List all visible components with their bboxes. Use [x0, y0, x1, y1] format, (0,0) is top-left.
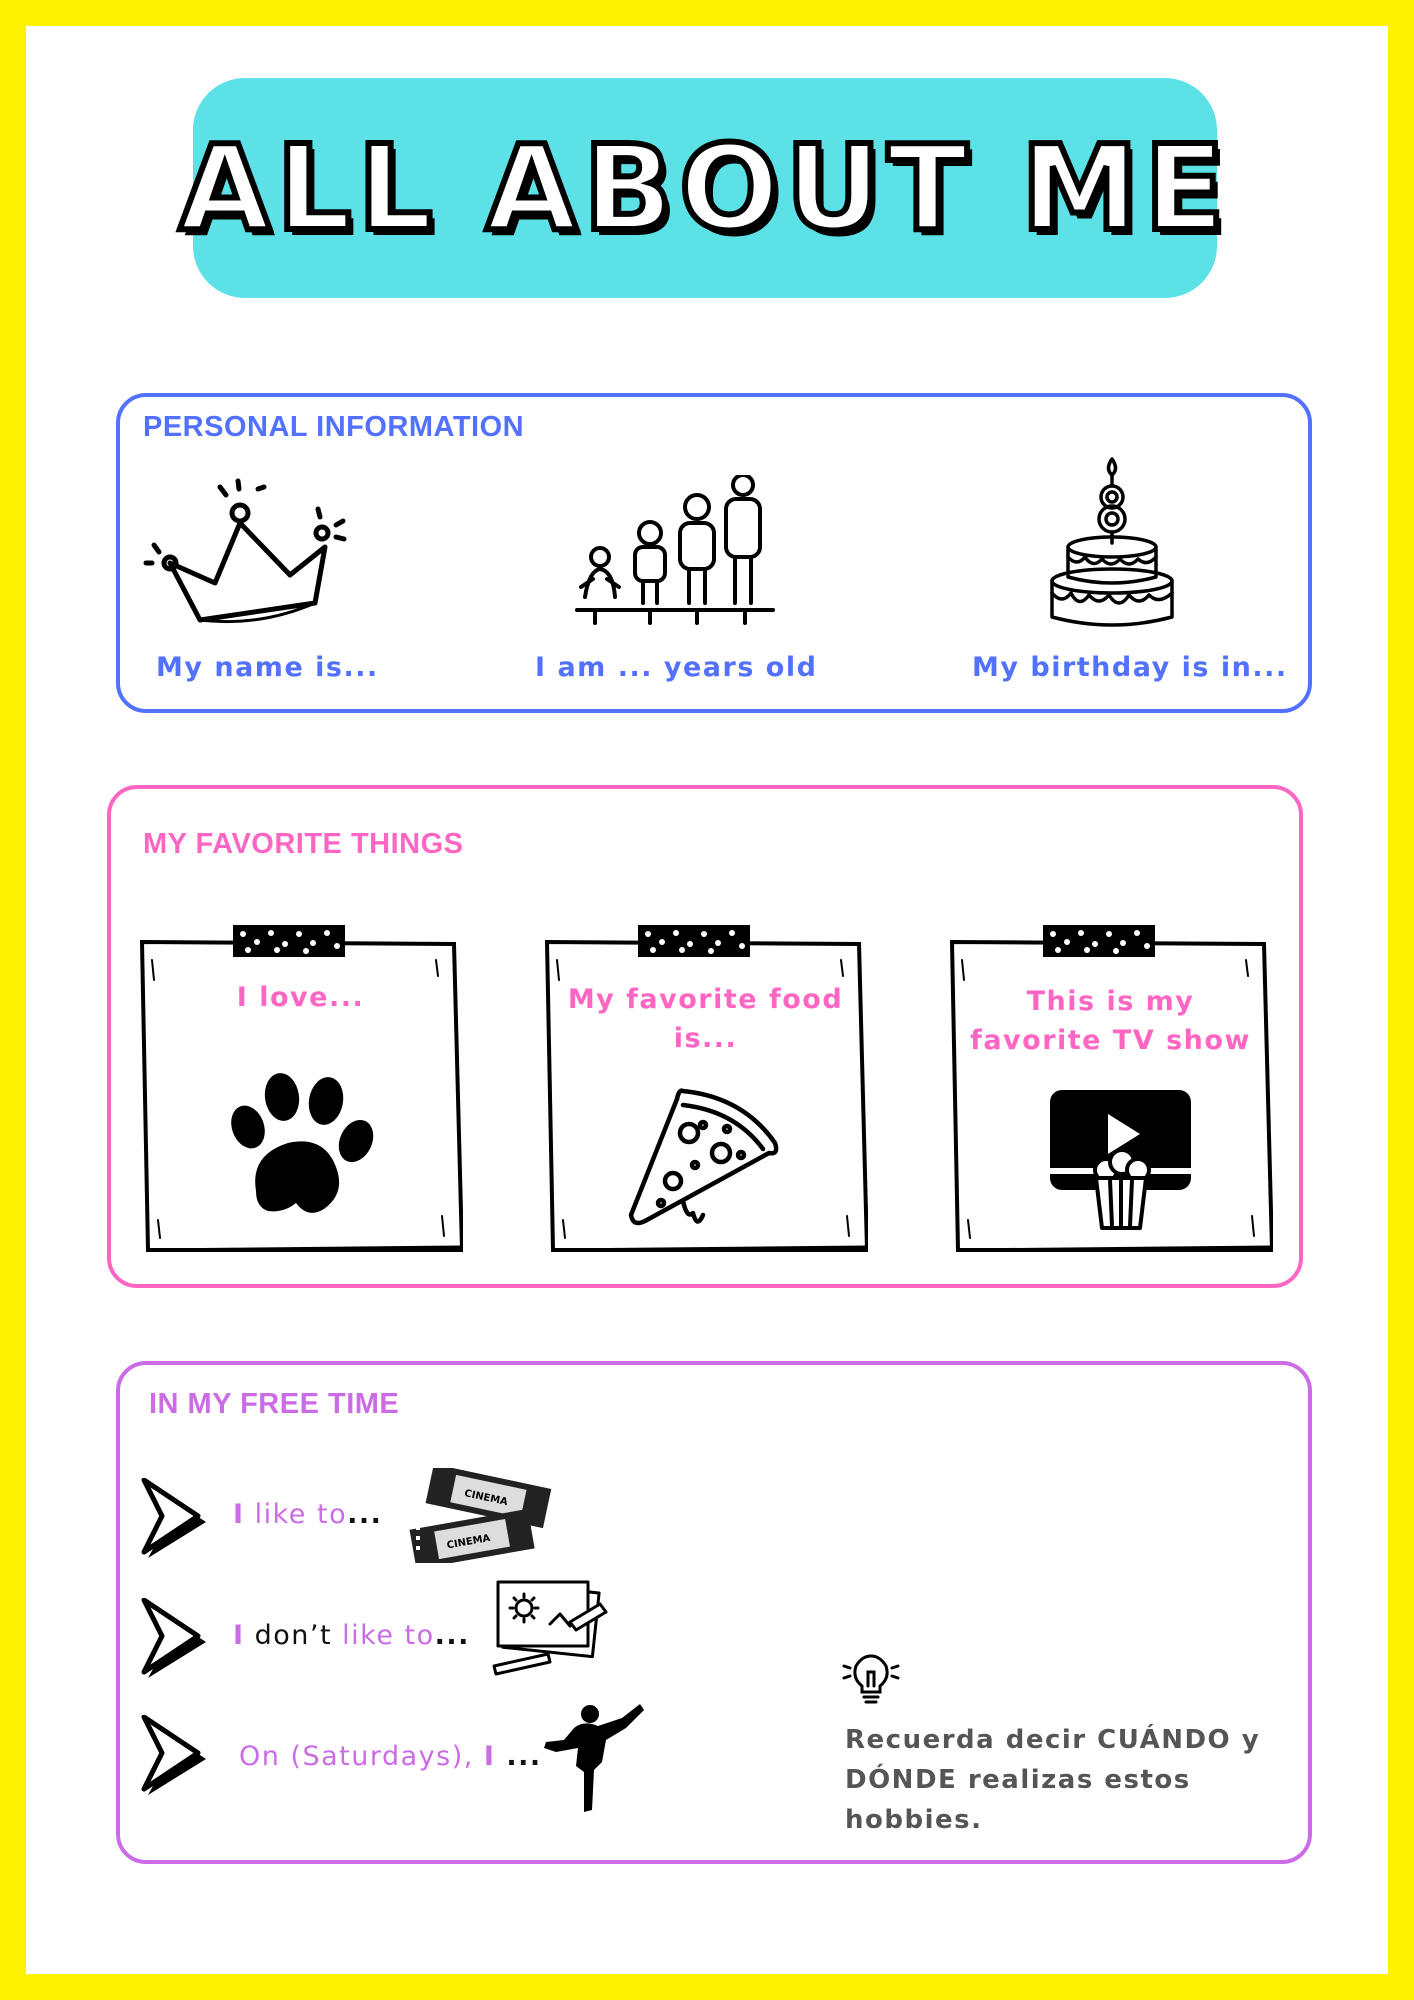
dont-like-to-prompt [233, 1620, 470, 1651]
page-title: ALL ABOUT ME [179, 119, 1231, 257]
section-title-free-time: IN MY FREE TIME [149, 1388, 400, 1420]
note-card-food [543, 920, 868, 1255]
food-prompt-line1: My favorite food [567, 984, 844, 1015]
name-prompt: My name is... [156, 652, 379, 683]
like-to-text: like to [332, 1620, 435, 1651]
birthday-cake-icon [1047, 455, 1177, 635]
birthday-prompt: My birthday is in... [972, 652, 1288, 683]
arrow-right-icon [140, 1715, 212, 1799]
pronoun-i: I [233, 1620, 245, 1651]
tv-show-prompt-line1: This is my [1026, 986, 1195, 1017]
section-title-personal: PERSONAL INFORMATION [143, 411, 525, 443]
note-card-tv-show [948, 920, 1273, 1255]
ellipsis: ... [495, 1741, 542, 1772]
food-prompt-line2: is... [673, 1023, 738, 1054]
note-card-love [138, 920, 463, 1255]
paw-icon [226, 1073, 376, 1223]
cinema-tickets-icon [408, 1468, 553, 1563]
arrow-right-icon [140, 1478, 212, 1562]
tv-show-prompt-line2: favorite TV show [970, 1025, 1251, 1056]
title-banner [179, 78, 1231, 298]
video-player-popcorn-icon [1048, 1088, 1193, 1233]
svg-text:CINEMA: CINEMA [463, 1488, 509, 1509]
growth-stages-icon [575, 475, 775, 627]
like-to-prompt [233, 1499, 382, 1530]
drawing-icon [490, 1578, 610, 1676]
svg-text:CINEMA: CINEMA [445, 1532, 492, 1552]
dont-text: don’t [244, 1620, 333, 1651]
ellipsis: ... [347, 1499, 383, 1530]
tip-text: Recuerda decir CUÁNDO y DÓNDE realizas estos hobbies. [845, 1725, 1261, 1835]
pronoun-i: I [233, 1499, 245, 1530]
karate-icon [540, 1700, 645, 1815]
age-prompt: I am ... years old [535, 652, 818, 683]
like-to-text: like to [244, 1499, 348, 1530]
ellipsis: ... [434, 1620, 470, 1651]
love-prompt: I love... [236, 982, 365, 1013]
on-saturdays-text: On (Saturdays), [239, 1741, 484, 1772]
food-prompt [543, 980, 868, 1058]
pronoun-i: I [483, 1741, 496, 1772]
tv-show-prompt [948, 982, 1273, 1060]
section-title-favorites: MY FAVORITE THINGS [143, 828, 464, 860]
crown-icon [140, 475, 350, 630]
pizza-slice-icon [623, 1083, 783, 1233]
lightbulb-icon [842, 1650, 900, 1708]
saturday-prompt [239, 1741, 542, 1772]
arrow-right-icon [140, 1598, 212, 1682]
